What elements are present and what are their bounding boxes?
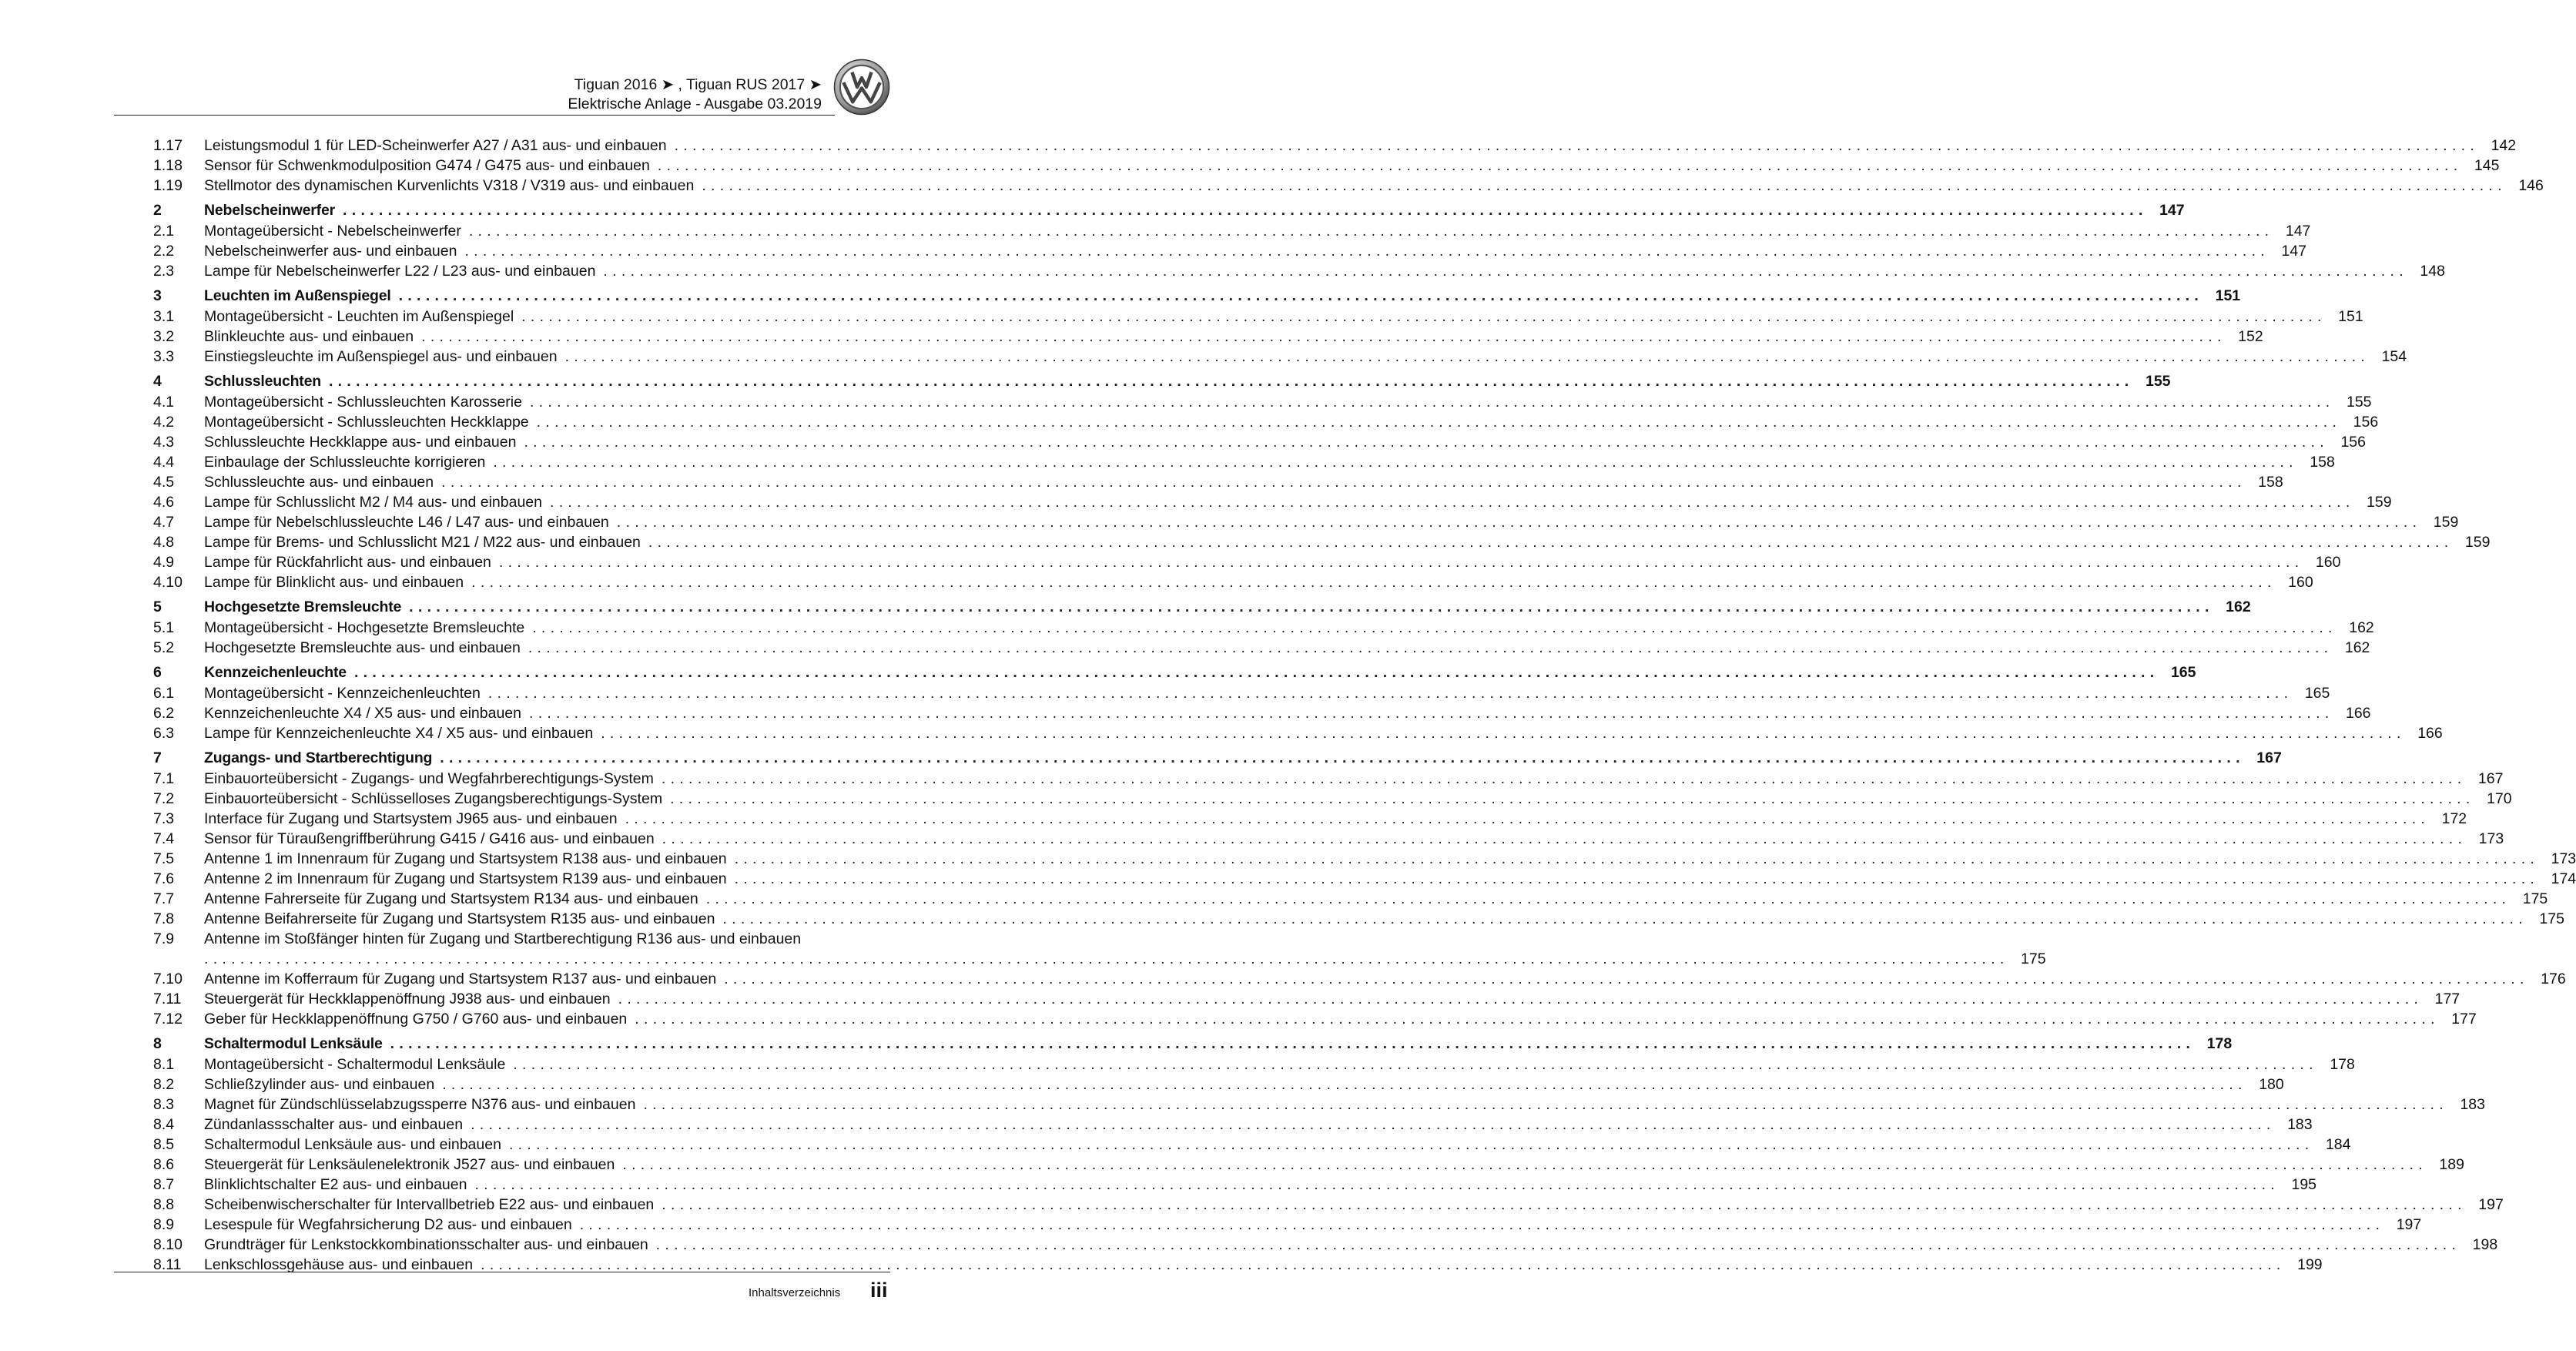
toc-leader-dots: ........................................................................................................................................................................................................ — [493, 454, 2298, 471]
toc-leader-dots: ........................................................................................................................................................................................................ — [471, 1116, 2276, 1133]
toc-entry-page: 175 — [2021, 950, 2046, 967]
toc-entry-title: Steuergerät für Lenksäulenelektronik J527 aus- und einbauen — [204, 1156, 615, 1173]
toc-entry-page: 151 — [2338, 308, 2363, 325]
toc-entry[interactable] — [153, 929, 2046, 969]
toc-entry-title: Einbauorteübersicht - Schlüsselloses Zugangsberechtigungs-System — [204, 790, 663, 807]
toc-leader-dots: ........................................................................................................................................................................................................ — [550, 494, 2355, 511]
toc-entry-page: 176 — [2541, 971, 2566, 987]
toc-chapter[interactable] — [153, 199, 2185, 221]
toc-entry-title: Leistungsmodul 1 für LED-Scheinwerfer A27 / A31 aus- und einbauen — [204, 137, 667, 154]
toc-entry-page: 183 — [2287, 1116, 2313, 1133]
toc-entry-title: Einbaulage der Schlussleuchte korrigieren — [204, 454, 486, 471]
toc-entry[interactable] — [153, 1235, 2498, 1255]
toc-entry-title: Stellmotor des dynamischen Kurvenlichts V318 / V319 aus- und einbauen — [204, 177, 695, 194]
toc-leader-dots: ........................................................................................................................................................................................................ — [528, 639, 2333, 656]
toc-entry[interactable] — [153, 512, 2459, 532]
toc-leader-dots: ........................................................................................................................................................................................................ — [674, 137, 2480, 154]
toc-leader-dots: ........................................................................................................................................................................................................ — [643, 1096, 2448, 1113]
toc-entry-page: 146 — [2518, 177, 2544, 194]
toc-entry-title: Schaltermodul Lenksäule — [204, 1035, 383, 1052]
toc-leader-dots: ........................................................................................................................................................................................................ — [705, 890, 2511, 907]
toc-entry-page: 178 — [2330, 1056, 2355, 1073]
toc-leader-dots: ........................................................................................................................................................................................................ — [622, 1156, 2427, 1173]
toc-entry[interactable] — [153, 1175, 2317, 1195]
toc-entry-page: 158 — [2258, 474, 2283, 491]
toc-entry-number: 5.2 — [153, 639, 175, 656]
toc-entry-page: 142 — [2491, 137, 2517, 154]
toc-entry-page: 147 — [2281, 243, 2307, 260]
toc-entry-number: 2.2 — [153, 243, 175, 260]
toc-leader-dots: ........................................................................................................................................................................................................ — [513, 1056, 2318, 1073]
toc-entry[interactable] — [153, 136, 2517, 156]
toc-leader-dots: ........................................................................................................................................................................................................ — [524, 434, 2329, 451]
toc-entry[interactable] — [153, 452, 2335, 472]
toc-entry-title: Steuergerät für Heckklappenöffnung J938 aus- und einbauen — [204, 991, 611, 1007]
toc-entry-title: Montageübersicht - Leuchten im Außenspiegel — [204, 308, 514, 325]
toc-entry-number: 7.5 — [153, 850, 175, 867]
header-divider — [114, 115, 835, 116]
toc-entry[interactable] — [153, 1135, 2351, 1155]
toc-entry-number: 4.10 — [153, 574, 183, 591]
toc-entry-title: Montageübersicht - Schlussleuchten Heckklappe — [204, 414, 529, 431]
toc-entry[interactable] — [153, 1095, 2485, 1115]
toc-entry[interactable] — [153, 723, 2443, 743]
toc-leader-dots: ........................................................................................................................................................................................................ — [442, 1076, 2247, 1093]
toc-entry-number: 5 — [153, 598, 162, 615]
toc-leader-dots: ........................................................................................................................................................................................................ — [328, 373, 2134, 390]
toc-entry[interactable] — [153, 347, 2407, 367]
toc-entry-page: 175 — [2522, 890, 2548, 907]
toc-entry-title: Lampe für Nebelscheinwerfer L22 / L23 aus- und einbauen — [204, 263, 596, 280]
toc-entry-page: 145 — [2474, 157, 2500, 174]
toc-leader-dots: ........................................................................................................................................................................................................ — [601, 725, 2406, 742]
toc-entry-number: 4.9 — [153, 554, 175, 571]
toc-chapter[interactable] — [153, 662, 2196, 683]
toc-chapter[interactable] — [153, 747, 2282, 769]
toc-entry[interactable] — [153, 1215, 2422, 1235]
toc-leader-dots: ........................................................................................................................................................................................................ — [440, 749, 2245, 766]
toc-entry-page: 160 — [2288, 574, 2313, 591]
toc-entry-number: 7.2 — [153, 790, 175, 807]
toc-entry-number: 7.11 — [153, 991, 182, 1007]
toc-entry[interactable] — [153, 156, 2500, 176]
toc-entry-number: 8.6 — [153, 1156, 175, 1173]
toc-entry-number: 4.3 — [153, 434, 175, 451]
toc-entry-title: Schlussleuchte aus- und einbauen — [204, 474, 434, 491]
toc-entry-title: Antenne Beifahrerseite für Zugang und Startsystem R135 aus- und einbauen — [204, 910, 715, 927]
toc-entry-number: 1.19 — [153, 177, 183, 194]
toc-entry-number: 7.9 — [153, 930, 175, 947]
toc-leader-dots: ........................................................................................................................................................................................................ — [529, 394, 2335, 411]
toc-entry-title: Montageübersicht - Hochgesetzte Bremsleuchte — [204, 619, 525, 636]
toc-entry-number: 6.3 — [153, 725, 175, 742]
toc-entry[interactable] — [153, 552, 2341, 572]
toc-leader-dots: ........................................................................................................................................................................................................ — [648, 534, 2454, 551]
toc-entry-title: Schaltermodul Lenksäule aus- und einbauen — [204, 1136, 501, 1153]
toc-entry-page: 166 — [2345, 705, 2371, 722]
toc-entry-number: 8.10 — [153, 1236, 183, 1253]
toc-entry-number: 7.1 — [153, 770, 175, 787]
toc-entry-number: 8.11 — [153, 1256, 182, 1273]
toc-entry-title: Lampe für Schlusslicht M2 / M4 aus- und einbauen — [204, 494, 542, 511]
toc-leader-dots: ........................................................................................................................................................................................................ — [724, 971, 2529, 987]
header-edition-line: Elektrische Anlage - Ausgabe 03.2019 — [568, 96, 822, 112]
toc-entry[interactable] — [153, 1155, 2464, 1175]
toc-entry-number: 4.4 — [153, 454, 175, 471]
toc-entry-title: Nebelscheinwerfer — [204, 202, 336, 219]
toc-entry-number: 3.1 — [153, 308, 175, 325]
toc-entry-number: 6.2 — [153, 705, 175, 722]
toc-entry-page: 170 — [2487, 790, 2512, 807]
toc-entry[interactable] — [153, 1115, 2313, 1135]
toc-entry[interactable] — [153, 989, 2460, 1009]
toc-leader-dots: ........................................................................................................................................................................................................ — [498, 554, 2304, 571]
toc-entry-title: Geber für Heckklappenöffnung G750 / G760 aus- und einbauen — [204, 1011, 628, 1027]
toc-entry-number: 8.7 — [153, 1176, 175, 1193]
toc-entry-number: 8.5 — [153, 1136, 175, 1153]
toc-entry-page: 162 — [2349, 619, 2374, 636]
toc-entry-number: 6.1 — [153, 685, 175, 702]
toc-leader-dots: ........................................................................................................................................................................................................ — [353, 664, 2159, 681]
toc-entry-title: Montageübersicht - Nebelscheinwerfer — [204, 223, 461, 240]
toc-leader-dots: ........................................................................................................................................................................................................ — [662, 830, 2467, 847]
toc-entry-page: 166 — [2417, 725, 2443, 742]
toc-entry-number: 4.2 — [153, 414, 175, 431]
toc-entry-page: 167 — [2256, 749, 2282, 766]
toc-entry-page: 162 — [2226, 598, 2251, 615]
toc-entry-title: Hochgesetzte Bremsleuchte — [204, 598, 402, 615]
toc-entry-title: Antenne im Stoßfänger hinten für Zugang und Startberechtigung R136 aus- und einbauen — [204, 930, 802, 947]
toc-entry-number: 7.7 — [153, 890, 175, 907]
toc-entry-title: Lenkschlossgehäuse aus- und einbauen — [204, 1256, 474, 1273]
toc-entry-title: Magnet für Zündschlüsselabzugssperre N376 aus- und einbauen — [204, 1096, 636, 1113]
toc-entry-title: Zugangs- und Startberechtigung — [204, 749, 433, 766]
toc-leader-dots: ........................................................................................................................................................................................................ — [481, 1256, 2286, 1273]
toc-leader-dots: ........................................................................................................................................................................................................ — [616, 514, 2422, 531]
page-header — [568, 75, 822, 114]
toc-entry-page: 147 — [2285, 223, 2311, 240]
toc-entry-page: 180 — [2259, 1076, 2284, 1093]
toc-leader-dots: ........................................................................................................................................................................................................ — [635, 1011, 2440, 1027]
toc-entry[interactable] — [153, 532, 2491, 552]
toc-entry[interactable] — [153, 809, 2467, 829]
toc-entry-page: 184 — [2325, 1136, 2351, 1153]
toc-entry-number: 8.9 — [153, 1216, 175, 1233]
toc-entry[interactable] — [153, 492, 2392, 512]
toc-leader-dots: ........................................................................................................................................................................................................ — [421, 328, 2226, 345]
toc-entry-title: Hochgesetzte Bremsleuchte aus- und einbauen — [204, 639, 521, 656]
toc-entry-page: 173 — [2551, 850, 2576, 867]
toc-entry-title: Scheibenwischerschalter für Intervallbetrieb E22 aus- und einbauen — [204, 1196, 655, 1213]
toc-leader-dots: ........................................................................................................................................................................................................ — [618, 991, 2424, 1007]
toc-leader-dots: ........................................................................................................................................................................................................ — [474, 1176, 2280, 1193]
toc-entry-title: Lampe für Nebelschlussleuchte L46 / L47 aus- und einbauen — [204, 514, 609, 531]
toc-entry[interactable] — [153, 618, 2374, 638]
toc-entry-number: 2.1 — [153, 223, 175, 240]
toc-entry[interactable] — [153, 889, 2548, 909]
toc-entry-number: 3.2 — [153, 328, 175, 345]
toc-entry[interactable] — [153, 769, 2504, 789]
toc-entry-number: 1.17 — [153, 137, 183, 154]
toc-leader-dots: ........................................................................................................................................................................................................ — [204, 950, 2009, 967]
toc-entry[interactable] — [153, 969, 2566, 989]
toc-entry[interactable] — [153, 703, 2371, 723]
toc-entry-page: 154 — [2381, 348, 2407, 365]
toc-leader-dots: ........................................................................................................................................................................................................ — [661, 770, 2467, 787]
toc-leader-dots: ........................................................................................................................................................................................................ — [398, 287, 2204, 304]
toc-entry-page: 152 — [2238, 328, 2263, 345]
toc-entry-number: 8.1 — [153, 1056, 175, 1073]
toc-entry-page: 197 — [2478, 1196, 2504, 1213]
toc-entry-number: 4.5 — [153, 474, 175, 491]
toc-leader-dots: ........................................................................................................................................................................................................ — [657, 157, 2463, 174]
toc-entry-title: Schließzylinder aus- und einbauen — [204, 1076, 435, 1093]
toc-entry-number: 4 — [153, 373, 162, 390]
toc-entry-page: 173 — [2478, 830, 2504, 847]
toc-leader-dots: ........................................................................................................................................................................................................ — [603, 263, 2408, 280]
toc-entry[interactable] — [153, 261, 2445, 281]
vw-logo-icon — [833, 59, 890, 116]
toc-entry-title: Lampe für Blinklicht aus- und einbauen — [204, 574, 464, 591]
toc-chapter[interactable] — [153, 370, 2171, 392]
toc-entry-number: 4.6 — [153, 494, 175, 511]
toc-leader-dots: ........................................................................................................................................................................................................ — [536, 414, 2342, 431]
toc-entry-page: 162 — [2344, 639, 2370, 656]
toc-entry-number: 8.4 — [153, 1116, 175, 1133]
toc-entry[interactable] — [153, 849, 2576, 869]
toc-entry-number: 4.7 — [153, 514, 175, 531]
toc-entry[interactable] — [153, 829, 2504, 849]
toc-entry-page: 199 — [2297, 1256, 2323, 1273]
toc-entry-number: 4.8 — [153, 534, 175, 551]
toc-entry-title: Schlussleuchten — [204, 373, 321, 390]
toc-leader-dots: ........................................................................................................................................................................................................ — [579, 1216, 2385, 1233]
toc-leader-dots: ........................................................................................................................................................................................................ — [625, 810, 2430, 827]
toc-entry[interactable] — [153, 241, 2307, 261]
toc-entry-number: 8.3 — [153, 1096, 175, 1113]
toc-entry-title: Sensor für Schwenkmodulposition G474 / G475 aus- und einbauen — [204, 157, 650, 174]
toc-chapter[interactable] — [153, 1033, 2233, 1054]
toc-leader-dots: ........................................................................................................................................................................................................ — [487, 685, 2293, 702]
toc-leader-dots: ........................................................................................................................................................................................................ — [734, 870, 2540, 887]
toc-entry-title: Blinklichtschalter E2 aus- und einbauen — [204, 1176, 467, 1193]
toc-entry-title: Einbauorteübersicht - Zugangs- und Wegfahrberechtigungs-System — [204, 770, 654, 787]
toc-entry-number: 2 — [153, 202, 162, 219]
toc-leader-dots: ........................................................................................................................................................................................................ — [655, 1236, 2461, 1253]
toc-entry-page: 189 — [2439, 1156, 2464, 1173]
toc-entry-page: 155 — [2145, 373, 2171, 390]
toc-entry-number: 7.12 — [153, 1011, 183, 1027]
toc-entry-title: Montageübersicht - Kennzeichenleuchten — [204, 685, 481, 702]
toc-entry-page: 167 — [2477, 770, 2504, 787]
toc-leader-dots: ........................................................................................................................................................................................................ — [343, 202, 2148, 219]
toc-leader-dots: ........................................................................................................................................................................................................ — [464, 243, 2270, 260]
toc-entry-number: 5.1 — [153, 619, 175, 636]
toc-entry-title: Blinkleuchte aus- und einbauen — [204, 328, 414, 345]
toc-entry-number: 8.2 — [153, 1076, 175, 1093]
header-model-line: Tiguan 2016 ➤ , Tiguan RUS 2017 ➤ — [574, 76, 822, 93]
toc-entry-page: 172 — [2441, 810, 2467, 827]
toc-entry[interactable] — [153, 1054, 2355, 1074]
toc-leader-dots: ........................................................................................................................................................................................................ — [390, 1035, 2196, 1052]
toc-entry-title: Einstiegsleuchte im Außenspiegel aus- und einbauen — [204, 348, 558, 365]
toc-entry-page: 165 — [2170, 664, 2196, 681]
toc-entry-number: 8 — [153, 1035, 162, 1052]
toc-entry[interactable] — [153, 327, 2263, 347]
toc-leader-dots: ........................................................................................................................................................................................................ — [528, 705, 2334, 722]
toc-entry-page: 177 — [2451, 1011, 2477, 1027]
toc-entry-page: 159 — [2433, 514, 2459, 531]
toc-leader-dots: ........................................................................................................................................................................................................ — [468, 223, 2274, 240]
toc-entry-number: 7.6 — [153, 870, 175, 887]
toc-entry-page: 198 — [2472, 1236, 2498, 1253]
toc-leader-dots: ........................................................................................................................................................................................................ — [564, 348, 2370, 365]
toc-entry-title: Lampe für Kennzeichenleuchte X4 / X5 aus- und einbauen — [204, 725, 594, 742]
toc-entry[interactable] — [153, 412, 2379, 432]
toc-entry-page: 197 — [2396, 1216, 2422, 1233]
toc-entry-title: Schlussleuchte Heckklappe aus- und einbauen — [204, 434, 517, 451]
toc-entry[interactable] — [153, 683, 2330, 703]
toc-entry[interactable] — [153, 432, 2366, 452]
toc-leader-dots: ........................................................................................................................................................................................................ — [722, 910, 2527, 927]
footer-section-label: Inhaltsverzeichnis — [749, 1286, 841, 1299]
toc-entry[interactable] — [153, 1195, 2504, 1215]
toc-entry-title: Sensor für Türaußengriffberührung G415 / G416 aus- und einbauen — [204, 830, 655, 847]
toc-entry-title: Montageübersicht - Schlussleuchten Karosserie — [204, 394, 522, 411]
toc-entry-title: Montageübersicht - Schaltermodul Lenksäule — [204, 1056, 506, 1073]
toc-entry-number: 8.8 — [153, 1196, 175, 1213]
toc-entry-title: Lampe für Rückfahrlicht aus- und einbauen — [204, 554, 491, 571]
toc-entry[interactable] — [153, 176, 2544, 196]
toc-leader-dots: ........................................................................................................................................................................................................ — [508, 1136, 2314, 1153]
toc-leader-dots: ........................................................................................................................................................................................................ — [702, 177, 2507, 194]
toc-chapter[interactable] — [153, 596, 2251, 618]
toc-entry-page: 174 — [2551, 870, 2576, 887]
toc-leader-dots: ........................................................................................................................................................................................................ — [521, 308, 2326, 325]
toc-entry-title: Interface für Zugang und Startsystem J965 aus- und einbauen — [204, 810, 618, 827]
toc-entry-page: 159 — [2367, 494, 2392, 511]
toc-entry-title: Antenne 1 im Innenraum für Zugang und Startsystem R138 aus- und einbauen — [204, 850, 727, 867]
footer-page-number: iii — [870, 1279, 888, 1302]
toc-entry-number: 3.3 — [153, 348, 175, 365]
toc-chapter[interactable] — [153, 285, 2241, 307]
toc-entry-number: 6 — [153, 664, 162, 681]
toc-entry-title: Leuchten im Außenspiegel — [204, 287, 391, 304]
toc-entry-number: 4.1 — [153, 394, 175, 411]
toc-entry-page: 195 — [2291, 1176, 2317, 1193]
toc-entry-page: 159 — [2464, 534, 2491, 551]
toc-entry-number: 2.3 — [153, 263, 175, 280]
toc-entry[interactable] — [153, 869, 2576, 889]
toc-entry-page: 155 — [2346, 394, 2372, 411]
toc-entry-title: Antenne Fahrerseite für Zugang und Startsystem R134 aus- und einbauen — [204, 890, 698, 907]
toc-entry-title: Nebelscheinwerfer aus- und einbauen — [204, 243, 457, 260]
toc-entry-page: 156 — [2340, 434, 2366, 451]
toc-entry-number: 7.3 — [153, 810, 175, 827]
toc-entry-page: 178 — [2206, 1035, 2233, 1052]
toc-entry-page: 158 — [2310, 454, 2335, 471]
toc-entry-title: Kennzeichenleuchte X4 / X5 aus- und einbauen — [204, 705, 521, 722]
toc-entry[interactable] — [153, 789, 2512, 809]
toc-entry-title: Kennzeichenleuchte — [204, 664, 347, 681]
toc-entry[interactable] — [153, 472, 2283, 492]
toc-entry-number: 7.8 — [153, 910, 175, 927]
toc-entry-page: 148 — [2420, 263, 2445, 280]
toc-entry-title: Lesespule für Wegfahrsicherung D2 aus- und einbauen — [204, 1216, 572, 1233]
toc-leader-dots: ........................................................................................................................................................................................................ — [670, 790, 2475, 807]
toc-entry[interactable] — [153, 307, 2363, 327]
toc-leader-dots: ........................................................................................................................................................................................................ — [471, 574, 2276, 591]
toc-entry-page: 165 — [2304, 685, 2330, 702]
toc-entry-page: 160 — [2315, 554, 2341, 571]
toc-entry-number: 3 — [153, 287, 162, 304]
toc-entry-page: 183 — [2460, 1096, 2485, 1113]
toc-leader-dots: ........................................................................................................................................................................................................ — [532, 619, 2337, 636]
toc-entry-number: 1.18 — [153, 157, 183, 174]
toc-entry[interactable] — [153, 392, 2372, 412]
toc-entry[interactable] — [153, 221, 2311, 241]
toc-entry[interactable] — [153, 1074, 2284, 1095]
toc-entry-page: 175 — [2539, 910, 2564, 927]
toc-leader-dots: ........................................................................................................................................................................................................ — [441, 474, 2246, 491]
toc-leader-dots: ........................................................................................................................................................................................................ — [662, 1196, 2467, 1213]
toc-entry-title: Grundträger für Lenkstockkombinationsschalter aus- und einbauen — [204, 1236, 648, 1253]
toc-entry[interactable] — [153, 1009, 2477, 1029]
toc-leader-dots: ........................................................................................................................................................................................................ — [734, 850, 2540, 867]
toc-entry-page: 156 — [2353, 414, 2379, 431]
toc-entry-number: 7.10 — [153, 971, 183, 987]
toc-leader-dots: ........................................................................................................................................................................................................ — [409, 598, 2214, 615]
toc-entry-page: 177 — [2434, 991, 2460, 1007]
toc-entry[interactable] — [153, 572, 2313, 592]
toc-entry-number: 7 — [153, 749, 162, 766]
toc-entry-title: Zündanlassschalter aus- und einbauen — [204, 1116, 464, 1133]
table-of-contents — [153, 136, 2576, 1275]
toc-entry-title: Lampe für Brems- und Schlusslicht M21 / M22 aus- und einbauen — [204, 534, 641, 551]
toc-entry-title: Antenne im Kofferraum für Zugang und Startsystem R137 aus- und einbauen — [204, 971, 717, 987]
toc-entry[interactable] — [153, 909, 2564, 929]
toc-entry-number: 7.4 — [153, 830, 175, 847]
toc-entry-title: Antenne 2 im Innenraum für Zugang und Startsystem R139 aus- und einbauen — [204, 870, 727, 887]
toc-entry[interactable] — [153, 638, 2370, 658]
toc-entry-page: 147 — [2159, 202, 2185, 219]
toc-entry-page: 151 — [2215, 287, 2241, 304]
